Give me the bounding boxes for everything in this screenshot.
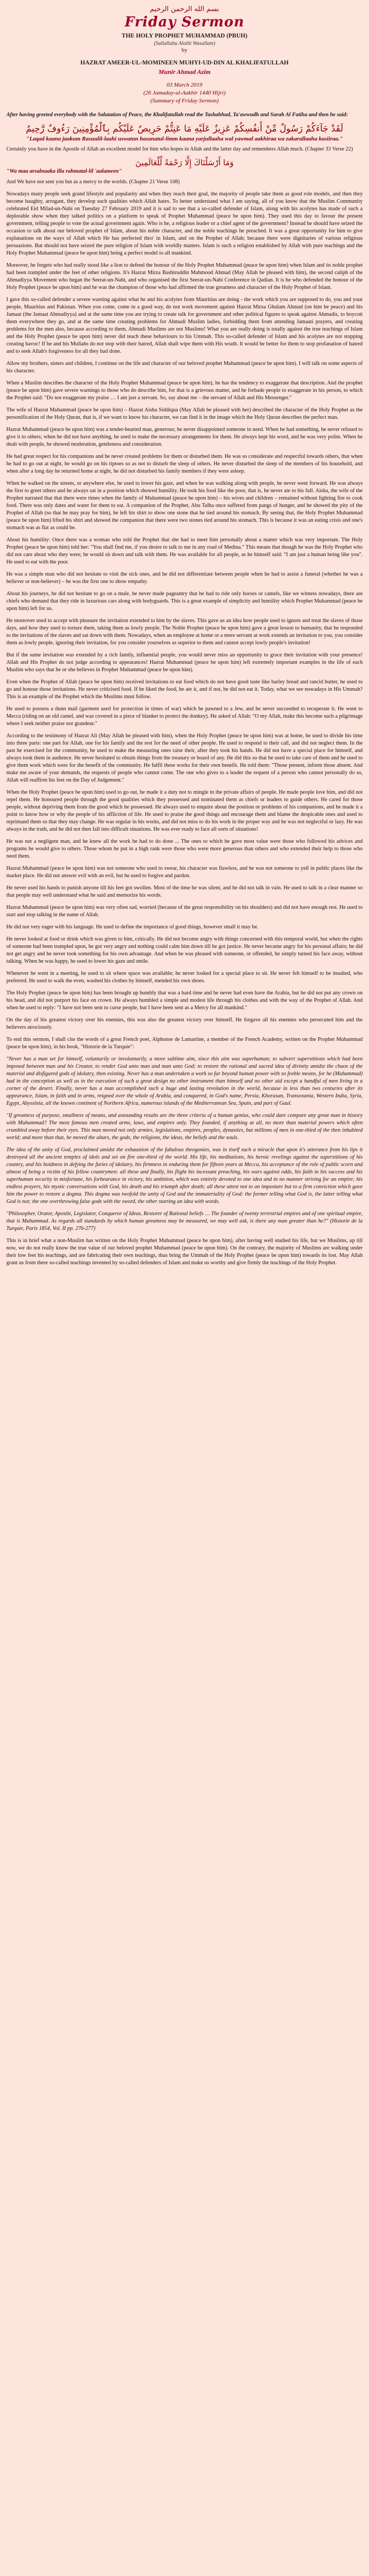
verse-1-translation: Certainly you have in the Apostle of Allah an excellent model for him who hopes in Allah and the latter day and remembers Allah much. (Chapter 33 Verse 22) (6, 146, 353, 152)
paragraph: Hazrat Muhammad (peace be upon him) was a tender-hearted man, generous; he never disappointed someone in need. When he had something, he never refused to give it to others; when he did not have anything, he used to make the necessary arrangements for them. He always kept his word, and he was very polite. When he dealt with people, he showed moderation, gentleness and consideration. (6, 426, 363, 447)
paragraph: To end this sermon, I shall cite the words of a great French poet, Alphonse de Lamartine, a member of the French Academy, written on the Prophet Muhammad (peace be upon him), in his book, "Historie de la Turquie": (6, 1036, 363, 1050)
lamartine-quote: "Never has a man set for himself, voluntarily or involuntarily, a more sublime aim, since this aim was superhuman; to subvert superstitions which had been imposed between man and his Creator, to render God unto man and man unto God; to restore the rational and sacred idea of divinity amidst the chaos of the material and disfigured gods of idolatry, then existing. Never has a man undertaken a work so far beyond human power with so feeble means, for he (Muhammad) had in the conception as well as in the execution of such a great design no other instrument than himself and no other aid except a handful of men living in a corner of the desert. Finally, never has a man accomplished such a huge and lasting revolution in the world, because in less than two centuries after its appearance, Islam, in faith and in arms, reigned over the whole of Arabia, and conquered, in God's name, Persia, Khorasan, Transoxania, Western India, Syria, Egypt, Abyssinia, all the known continent of Northern Africa, numerous islands of the Mediterranean Sea, Spain, and part of Gaul. (6, 1056, 363, 1106)
sermon-date: 03 March 2019 (167, 82, 202, 89)
sermon-subject: THE HOLY PROPHET MUHAMMAD (PBUH) (122, 33, 247, 39)
paragraph: He had great respect for his companions and he never created problems for them or disturbed them. He was so considerate and respectful towards others, that when he had to go out at night, he would go on his tiptoes so as not to disturb the sleep of others. He never disturbed the sleep of the members of his household, and when after a long day he returned home at night, he did not disturbed his family members if they were asleep. (6, 453, 363, 474)
paragraph: The Holy Prophet (peace be upon him) has been brought up humbly that was a hard time and he never had even have the Arabia, but he did not put any crown on his head, and did not purport his face on crown. He always humbled a simple and modest life through his clothes and with the way of the Prophet of Allah. And when he used to reply: "I have not been sent to curse people, but I have been sent as a Mercy for all mankind." (6, 990, 363, 1011)
by-line: by (181, 46, 188, 53)
paragraph: Moreover, he forgets who had really stood like a lion to defend the honour of the Holy Prophet Muhammad (peace be upon him) when Islam and its noble prophet had been trampled under the feet of other religions. It's Hazrat Mirza Bashiruddin Mahmood Ahmad (May Allah be pleased with him), the second caliph of the Ahmadiyya Movement who began the Seerat-un-Nabi, and who organised the first Seerat-un-Nabi Conference in Qadian. It is he who defended the honour of the Holy Prophet (peace be upon him) and he was the champion of those who had affirmed the true greatness and character of the Holy Prophet of Islam. (6, 262, 363, 290)
paragraph: When a Muslim describes the character of the Holy Prophet Muhammad (peace be upon him), he has the tendency to exaggerate that description. And the prophet (peace be upon him) gave severe warnings to those who do describe him, for that is a grievous matter, and he forbade people to exaggerate in his person, to which the Prophet said: "Do not exaggerate my praise … I am just a servant. So, say about me – the servant of Allah and His Messenger." (6, 380, 363, 401)
paragraph: He never looked at food or drink which was given to him, critically. He did not become angry with things concerned with this temporal world, but when the rights of someone had been trampled upon, he got very angry and nothing could calm him down till he got justice. He never became angry for his personal affairs; he did not get angry and he never took something for his own advantage. And when he was pleased with someone, or offended, he simply turned his face away, without talking. When he was happy, he used to lower his gaze and smile. (6, 936, 363, 964)
paragraph: Hazrat Muhammad (peace be upon him) was not someone who used to swear, his character was flawless, and he was not someone to yell in public places like the market place. He did not answer evil with an evil, but he used to forgive and pardon. (6, 865, 363, 879)
paragraph: Nowadays many people seek grand lifestyle and popularity and when they reach their goal, the majority of people take them as good role models, and then they become haughty, arrogant, they develop such qualities which Allah hates. To better understand what I am saying, all of you know that the Muslim Community celebrated Eid Milad-un-Nabi on Tuesday 27 February 2019 and it is sad to see that a so-called defender of Islam, along with his acolytes has made of such a deplorable show when they talked politics on a platform to speak of Prophet Muhammad (peace be upon him). They used this day to favour the present government, telling people to vote the actual government again. Who is he, a religious leader or a chief agent of the government? Instead he should have seized the occasion to talk about our beloved prophet of Islam, about his noble character, and the noble teachings he preached. It was a great opportunity for him to give explanations on the ways of Allah which He has perfected thro' in Islam, and on the Prophet of Allah; because there were dignitaries of various religious persuasions. But should not have seized the pure religion of Islam with worldly matters. Islam is such a religion established by Allah with pure teachings and the Holy Prophet Muhammad (peace be upon him) being a perfect model to all mankind. (6, 191, 363, 256)
arabic-verse-1: لَقَدْ جَآءَكُمْ رَسُولٌ مِّنْ أَنفُسِكُمْ عَزِيزٌ عَلَيْهِ مَا عَنِتُّمْ حَرِيصٌ عَلَيْكُم بِٱلْمُؤْمِنِينَ رَءُوفٌ رَّحِيمٌ (25, 123, 344, 134)
paragraph: The wife of Hazrat Muhammad (peace be upon him) – Hazrat Aisha Siddiqua (May Allah be pleased with her) described the character of the Holy Prophet as the personification of the Holy Quran, that is, if we want to know his character, we can find it in the image which the Holy Quran describes the perfect man. (6, 407, 363, 420)
paragraph: He did not very eager with his language. He used to define the importance of good things, however small it may be. (6, 924, 259, 930)
lamartine-quote: The idea of the unity of God, proclaimed amidst the exhaustion of the fabulous theogonies, was in itself such a miracle that upon it's utterance from his lips it destroyed all the ancient temples of idols and set on fire one-third of the world. His life, his meditations, his heroic revelings against the superstitions of his country, and his boldness in defying the furies of idolatry, his firmness in enduring them for fifteen years at Mecca, his acceptance of the role of public scorn and almost of being a victim of his fellow countrymen: all these and finally, his flight his incessant preaching, his wars against odds, his faith in his success and his superhuman security in misfortune, his forbearance in victory, his ambition, which was entirely devoted to one idea and in no manner striving for an empire; his endless prayers, his mystic conversations with God, his death and his triumph after death; all these attest not to an imposture but to a firm conviction which gave him the power to restore a dogma. This dogma was twofold the unity of God and the immateriality of God: the former telling what God is, the latter telling what God is not; the one overthrowing false gods with the sword, the other starting an idea with words. (6, 1146, 363, 1205)
paragraph: He never used his hands to punish anyone till his feet got swollen. Most of the time he was silent, and he did not talk in vain. He used to talk in a clear manner so that people may well understand what he said and memorize his words. (6, 885, 363, 898)
lamartine-quote: "If greatness of purpose, smallness of means, and astounding results are the three criteria of a human genius, who could dare compare any great man in history with Muhammad? The most famous men created arms, laws, and empires only. They founded, if anything at all, no more than material powers which often crumbled away before their eyes. This man moved not only armies, legislations, empires, peoples, dynasties, but millions of men in one-third of the then inhabited world; and more than that, he moved the altars, the gods, the religions, the ideas, the beliefs and the souls. (6, 1112, 363, 1141)
paragraph: Hazrat Muhammad (peace be upon him) was very often sad, worried (because of the great responsibility on his shoulders) and did not have enough rest. He used to start and stop talking in the name of Allah. (6, 904, 363, 918)
lamartine-quote: "Philosopher, Orator, Apostle, Legislator, Conqueror of Ideas, Restorer of Rational beliefs … The founder of twenty terrestrial empires and of one spiritual empire, that is Muhammad. As regards all standards by which human greatness may be measured, we may well ask, is there any man greater than he?" (Historie de la Turquie, Paris 1854, Vol. II pp. 276-277) (6, 1210, 363, 1231)
paragraph: This is in brief what a non-Muslim has written on the Holy Prophet Muhammad (peace be upon him), after having well studied his life, but we Muslims, up till now, we do not really know the true value of our beloved prophet Muhammad (peace be upon him). On the contrary, the majority of Muslims are walking under their low feet his teachings, and are fabricating their own teachings, thus bring the Ummah of the Holy Prophet (peace be upon him) towards its lost. May Allah grant us from there so-called teachings invented by so-called defenders of Islam and make us worthy and give firmly the teachings of the Holy Prophet. (6, 1237, 363, 1266)
arabic-verse-2: وَمَا أَرْسَلْنَاكَ إِلَّا رَحْمَةً لِّلْعَالَمِينَ (135, 157, 234, 167)
intro-paragraph: After having greeted everybody with the Salutation of Peace, the Khalifatullah read the Tashahhud, Ta'awwudh and Surah Al Fatiha and then he said: (6, 111, 348, 118)
paragraph: Allow my brothers, sisters and children, I continue on the life and character of our beloved prophet Muhammad (peace be upon him). I will talk on some aspects of his character. (6, 360, 363, 374)
paragraph: On the day of his greatest victory over his enemies, this was also the greatest victory over himself. He forgave all his enemies who persecuted him and the believers atrociously. (6, 1017, 363, 1030)
paragraph: According to the testimony of Hazrat Ali (May Allah be pleased with him), when the Holy Prophet (peace be upon him) was at home, he used to divide his time into three parts: one part for Allah, one for his family and the rest for the need of other people. He used to respond to their call, and did not neglect them. In the past he exercised for the community, he used to make the measuring ones raise their, after they took his hands. He did not have a special place for himself, and always took them in audience. He never hesitated to obtain things from the treasury or board of any. He did this so that he used to take care of them and he used to give them work which were for the benefit of the community. He fulfil these works for their own benefit. He told them: "Those present, inform those absent. And make me aware of your demands, the requests of people who cannot come. The one who gives to a leader the request of a person who cannot personally do so, Allah will reaffirm his feet on the Day of Judgement." (6, 732, 363, 783)
paragraph: He used to possess a dunn mail (garment used for protection in times of war) which he pawned to a Jew, and he never succeeded to recuperate it. He went to Mecca (riding on an old camel, and was covered in a piece of blanket to protect the donkey). He asked of Allah: "O my Allah, make this become such a pilgrimage where I seek neither praise nor grandeur." (6, 706, 363, 727)
paragraph: Whenever he went in a meeting, he used to sit where space was available; he never looked for a special place to sit. He never felt himself to be insulted, who preferred. He used to walk the even, washed his clothes by himself, mended his own shoes. (6, 970, 363, 984)
subject-note: (Sallallahu Alaihi Wasallam) (153, 40, 216, 46)
speaker-name: Munir Ahmad Azim (158, 68, 211, 76)
paragraph: About his journeys, he did not hesitate to go on a mule, he never made pageantry that he had to ride only horses or camels, like we witness nowadays, there are chiefs who demand that they ride in luxurious cars along with bodyguards. This is a great example of simplicity and humility which Prophet Muhammad (peace be upon him) left for us. (6, 590, 363, 612)
speaker-title: HAZRAT AMEER-UL-MOMINEEN MUHYI-UD-DIN AL KHALIFATULLAH (80, 60, 289, 67)
page-title: Friday Sermon (124, 14, 245, 30)
paragraph: He was a simple man who did not hesitate to visit the sick ones, and he did not differentiate between people when he had to assist a funeral (whether he was a believer or non-believer) – he was the first one to show empathy. (6, 571, 363, 585)
hijri-date: (26 Jamaday-ul-Aakhir 1440 Hijri) (143, 89, 226, 96)
bismillah: بسم الله الرحمن الرحيم (150, 5, 219, 13)
paragraph: About his humility: Once there was a woman who told the Prophet that she had to meet him personally about a matter which was very important. The Holy Prophet (peace be upon him) told her: "You shall find me, if you desire to talk to me in any road of Medina." This means that though he was the Holy Prophet who did not care about who they were; he would sit down and talk with them. He was available for all people, as he himself said: "I am just a human being like you". He used to eat with the poor. (6, 537, 363, 565)
paragraph: He moreover used to accept with pleasure the invitation extended to him by the slaves. This gave us an idea how people used to ignore and treat the slaves of those days, and how they used to torture them, taking them as lowly people. The Noble Prophet (peace be upon him) gave a great lesson to humanity, that he responded to the invitations of the slaves and sat down with them. Nowadays, when an employee at home or a mere servant at work extends an invitation to you, you consider them as lowly people, ignoring their invitation, for you consider yourselves as superior to them and cannot accept lowly people's invitation! (6, 617, 363, 646)
summary-label: (Summary of Friday Sermon) (150, 97, 219, 104)
paragraph: When the Holy Prophet (peace be upon him) used to go out, he made it a duty not to mingle in the private affairs of people. He made people love him, and did not repel them. He honoured people through the good qualities which they possessed and nominated them as chiefs or leaders to guide others. He cared for those people, without depriving them from the good which he possessed. He always used to enquire about the position or problems of his companions, and he made it a point to know how or why the people of his affliction of life. He used to praise the good things and encourage them and blame the despicable ones and used to reprimand them so that they may change. He was regular in his works, and did not miss to do his work in the proper way and he was not neglectful or lazy. He was always in the truth, and he did not then fall into difficult situations. He was ever ready to face all sorts of situations! (6, 789, 363, 832)
verse-1-transliteration: "Laqad kaana jaakum Rasuulil-laahi uswatun hasanatul-limm kaana yarjullaaha wal yawmal aakhiraa wa zakarallaaha kasiiraa." (26, 135, 343, 142)
paragraph: But if the same invitation was extended by a rich family, influential people, you would never miss an opportunity to grace their invitation with your presence! Allah and His Prophet do not judge according to appearances! Hazrat Muhammad (peace be upon him) left extremely important examples in the life of each Muslim who says that he or she believes in Prophet Muhammad (peace be upon him). (6, 652, 363, 673)
paragraph: He was not a negligent man, and he knew all the work he had to do done ... The ones to which he gave most value were those who followed his advices and programs he would give to others. Those whom he put in a high rank were those who were more generous than others and who extended their help to those who need them. (6, 838, 363, 859)
verse-2-transliteration: "Wa maa arsalnaaka illa rahmatal-lil 'aalameen" (6, 168, 122, 174)
paragraph: I gave this so-called defender a severe warning against what he and his acolytes from Mauritius are doing - the work which you are supposed to do, you and your people, Mauritius and Pakistan. When you come, come in a good way, do not work movement against Hazrat Mirza Ghulam Ahmad (on him be peace) and his Jamaat (the Jamaat Ahmadiyya) and at the same time you are trying to create talk for government and other political figures to speak against Ahmadis, to boycott them everywhere they go, and at the same time creating problems for Ahmadi Muslim ladies, forbidding them from attending Jamaati prayers, and creating problems for the men also, because according to them, Ahmadi Muslims are not Muslims! What you are really doing is totally against the true teachings of Islam and the Holy Prophet (peace be upon him) never did teach these behaviours to his Ummah. This so-called defender of Islam and his acolytes are not stopping creating havoc! If he and his Mullahs do not stop with their hatred, Allah shall wipe them with His wrath. It would be better for them to stop profanation of hatred and to seek Allah's forgiveness for all they had done. (6, 296, 363, 354)
paragraph: Even when the Prophet of Allah (peace be upon him) received invitations to eat food which do not have good taste like barley bread and rancid butter, he used to go and honour those invitations. He never criticised food. If he liked the food, he ate it, and if not, he did not eat it. Today, what we see nowadays in His Ummah? This is an example of the Prophet which the Muslims must follow. (6, 679, 363, 700)
paragraph: And We have not sent you but as a mercy to the worlds. (Chapter 21 Verse 108) (6, 178, 180, 185)
paragraph: When he walked on the streets, or anywhere else, he used to lower his gaze, and when he was walking along with people, he never went forward. He was always the first to greet others and he always sat in a position which showed humility. He took his food like the poor, that is, he never ate to his full. Aisha, the wife of the Prophet narrated that that there were times when the family of Muhammad (peace be upon him) – his wives and children – remained without lighting fire to cook food. There was only dates and water for them to eat. A companion of the Prophet, Abu Talha once suffered from pangs of hunger, and he showed the pity of the Prophet of Allah (so that he may pray for him), he left his shirt to show one stone that he tied around his stomach. By seeing that, the Holy Prophet Muhammad (peace be upon him) lifted his shirt and showed the companion that there were two stones tied around his stomach. This is because it was an eating crisis and one's stomach was as flat as could be. (6, 480, 363, 531)
